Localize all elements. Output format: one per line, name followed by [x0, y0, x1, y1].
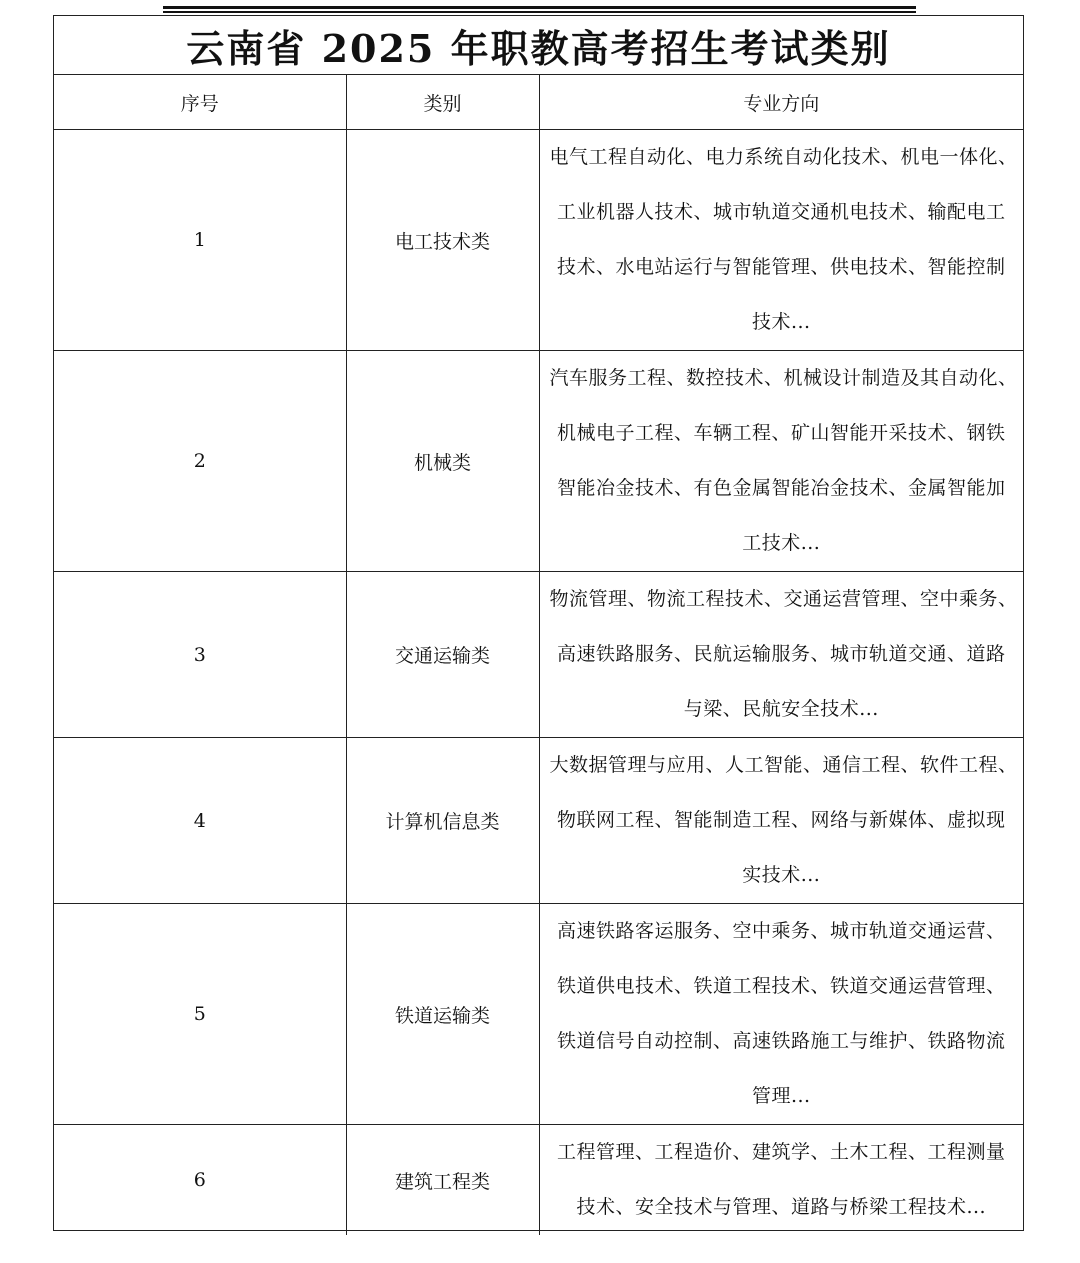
category-document	[53, 15, 1024, 1231]
row-seq: 3	[54, 572, 346, 738]
table-row	[54, 904, 1023, 1125]
header-category: 类别	[346, 75, 539, 130]
majors-line: 实技术...	[742, 864, 821, 886]
row-majors	[539, 1125, 1023, 1236]
row-seq: 6	[54, 1125, 346, 1236]
header-majors: 专业方向	[539, 75, 1023, 130]
header-seq: 序号	[54, 75, 346, 130]
majors-line: 物流管理、物流工程技术、交通运营管理、空中乘务、	[549, 588, 1018, 610]
page-title: 云南省 2025 年职教高考招生考试类别	[54, 16, 1023, 75]
row-majors	[539, 738, 1023, 904]
top-double-rule	[163, 6, 916, 13]
majors-line: 高速铁路客运服务、空中乘务、城市轨道交通运营、	[556, 920, 1006, 942]
table-row	[54, 130, 1023, 351]
row-category: 交通运输类	[346, 572, 539, 738]
majors-line: 高速铁路服务、民航运输服务、城市轨道交通、道路	[556, 643, 1006, 665]
majors-line: 工程管理、工程造价、建筑学、土木工程、工程测量	[556, 1141, 1006, 1163]
row-category: 机械类	[346, 351, 539, 572]
majors-line: 物联网工程、智能制造工程、网络与新媒体、虚拟现	[556, 809, 1006, 831]
row-category: 计算机信息类	[346, 738, 539, 904]
table-header-row	[54, 75, 1023, 130]
table-row	[54, 572, 1023, 738]
majors-line: 工业机器人技术、城市轨道交通机电技术、输配电工	[556, 201, 1006, 223]
row-majors	[539, 904, 1023, 1125]
majors-line: 铁道信号自动控制、高速铁路施工与维护、铁路物流	[556, 1030, 1006, 1052]
majors-line: 电气工程自动化、电力系统自动化技术、机电一体化、	[549, 146, 1018, 168]
majors-line: 工技术...	[742, 532, 821, 554]
majors-line: 技术...	[751, 311, 811, 333]
majors-line: 大数据管理与应用、人工智能、通信工程、软件工程、	[549, 754, 1018, 776]
majors-line: 铁道供电技术、铁道工程技术、铁道交通运营管理、	[556, 975, 1006, 997]
row-majors	[539, 572, 1023, 738]
row-category: 电工技术类	[346, 130, 539, 351]
row-seq: 5	[54, 904, 346, 1125]
majors-line: 技术、安全技术与管理、道路与桥梁工程技术...	[576, 1196, 987, 1218]
table-row	[54, 738, 1023, 904]
row-category: 建筑工程类	[346, 1125, 539, 1236]
majors-line: 汽车服务工程、数控技术、机械设计制造及其自动化、	[549, 367, 1018, 389]
row-majors	[539, 130, 1023, 351]
table-row	[54, 351, 1023, 572]
category-table	[54, 75, 1023, 1235]
majors-line: 智能冶金技术、有色金属智能冶金技术、金属智能加	[556, 477, 1006, 499]
majors-line: 技术、水电站运行与智能管理、供电技术、智能控制	[556, 256, 1006, 278]
majors-line: 机械电子工程、车辆工程、矿山智能开采技术、钢铁	[556, 422, 1006, 444]
row-seq: 1	[54, 130, 346, 351]
majors-line: 管理...	[751, 1085, 811, 1107]
row-category: 铁道运输类	[346, 904, 539, 1125]
table-row	[54, 1125, 1023, 1236]
row-majors	[539, 351, 1023, 572]
row-seq: 2	[54, 351, 346, 572]
row-seq: 4	[54, 738, 346, 904]
majors-line: 与梁、民航安全技术...	[683, 698, 879, 720]
